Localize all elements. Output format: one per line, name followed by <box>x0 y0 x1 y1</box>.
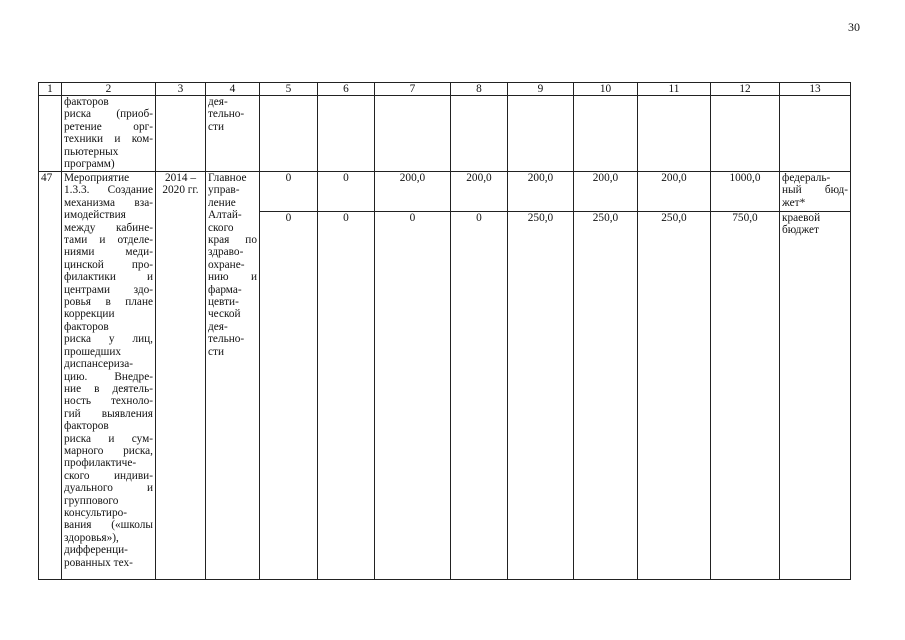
col-header: 1 <box>39 83 62 96</box>
continuation-event-cell <box>62 96 156 172</box>
col-header: 11 <box>638 83 711 96</box>
col-header: 4 <box>206 83 260 96</box>
col-header: 3 <box>156 83 206 96</box>
value-cell: 250,0 <box>574 212 638 580</box>
table-row <box>39 172 851 212</box>
value-cell: 200,0 <box>375 172 451 212</box>
page-number: 30 <box>848 20 860 34</box>
value-cell: 250,0 <box>638 212 711 580</box>
value-cell: 250,0 <box>508 212 574 580</box>
continuation-row <box>39 96 851 172</box>
col-header: 6 <box>318 83 375 96</box>
value-cell: 1000,0 <box>711 172 780 212</box>
value-cell: 0 <box>260 172 318 212</box>
value-cell: 0 <box>451 212 508 580</box>
col-header: 9 <box>508 83 574 96</box>
value-cell: 200,0 <box>574 172 638 212</box>
value-cell: 0 <box>318 172 375 212</box>
continuation-executor-cell: дея- тельно- сти <box>206 96 260 172</box>
value-cell: 0 <box>375 212 451 580</box>
col-header: 10 <box>574 83 638 96</box>
value-cell: 750,0 <box>711 212 780 580</box>
column-number-row <box>39 83 851 96</box>
event-text: факторов риска (приоб- ретение орг- техники и ком- пьютерных программ) <box>64 96 153 171</box>
event-cell <box>62 172 156 580</box>
value-cell: 200,0 <box>451 172 508 212</box>
funding-source-cell: федераль- ный бюд- жет* <box>780 172 851 212</box>
value-cell: 200,0 <box>638 172 711 212</box>
funding-source-cell: краевой бюджет <box>780 212 851 580</box>
col-header: 5 <box>260 83 318 96</box>
value-cell: 200,0 <box>508 172 574 212</box>
event-text: Мероприятие 1.3.3. Создание механизма вза- имодействия между кабине- тами и отделе- ниями меди- цинской про- филактики и центрами здо- ровья в плане коррекции факторов риска у лиц, прошедших диспансериза- цию. Внедре- ние в деятель- ность техноло- гий выявления факторов риска и сум- марного риска, профилактиче- ского индиви- дуального и группового консультиро- вания («школы здоровья»), дифференци- рованных тех- <box>64 172 153 569</box>
col-header: 13 <box>780 83 851 96</box>
row-number: 47 <box>39 172 62 580</box>
col-header: 8 <box>451 83 508 96</box>
col-header: 7 <box>375 83 451 96</box>
period-cell: 2014 – 2020 гг. <box>156 172 206 580</box>
col-header: 2 <box>62 83 156 96</box>
value-cell: 0 <box>260 212 318 580</box>
budget-table <box>38 82 851 580</box>
col-header: 12 <box>711 83 780 96</box>
value-cell: 0 <box>318 212 375 580</box>
executor-cell: Главное управ- ление Алтай- ского края по здраво- охране- нию и фарма- цевти- ческой дея- тельно- сти <box>206 172 260 580</box>
